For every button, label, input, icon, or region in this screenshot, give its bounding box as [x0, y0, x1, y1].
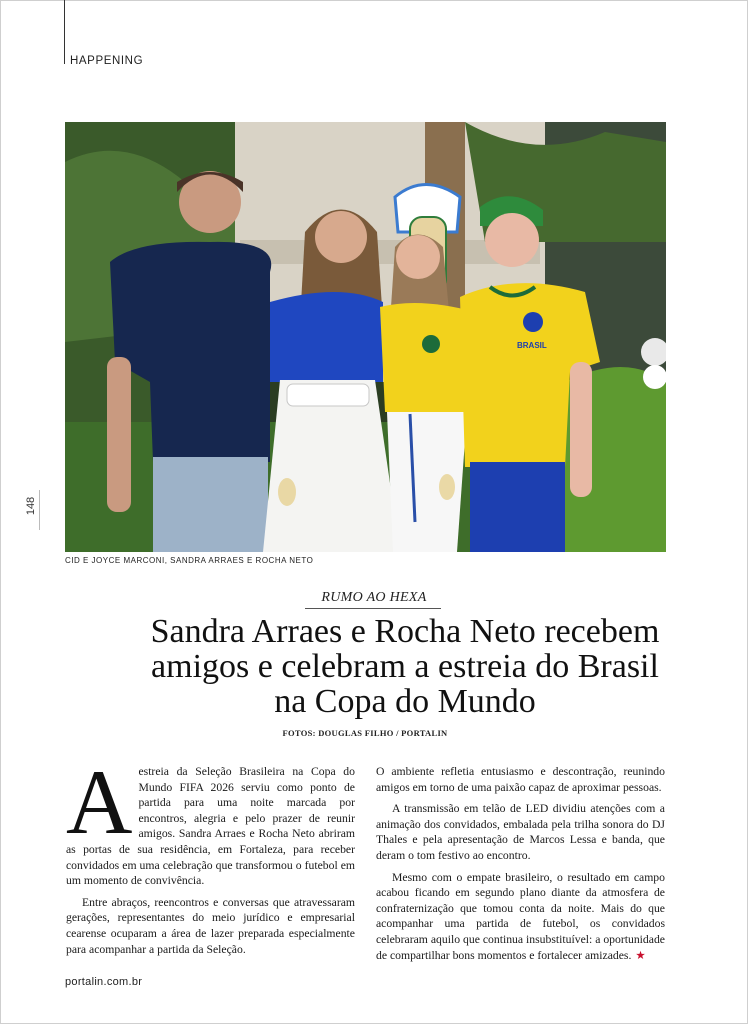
- headline-line-1: Sandra Arraes e Rocha Neto recebem: [150, 613, 660, 650]
- paragraph-5-text: Mesmo com o empate brasileiro, o resultado em campo acabou ficando em segundo plano diante da atmosfera de confraternização que tomou conta da noite. Mais do que acompanhar uma partida de futebol, os convidados celebraram aquilo que continua insubstituível: a oportunidade de compartilhar bons momentos e fortalecer amizades.: [376, 870, 665, 962]
- paragraph-5: [376, 870, 665, 964]
- paragraph-1-text: estreia da Seleção Brasileira na Copa do Mundo FIFA 2026 serviu como ponto de partida para uma noite marcada por encontros, alegria e pelo prazer de reunir amigos. Sandra Arraes e Rocha Neto abriram as portas de sua residência, em Fortaleza, para receber convidados em uma celebração que transformou o futebol em um momento de convivência.: [66, 765, 355, 888]
- end-star-icon: ★: [635, 948, 646, 962]
- photo-caption: CID E JOYCE MARCONI, SANDRA ARRAES E ROCHA NETO: [65, 556, 314, 565]
- paragraph-4: A transmissão em telão de LED dividiu atenções com a animação dos convidados, embalada pela trilha sonora do DJ Thales e pela apresentação de Marcos Lessa e banda, que deram o tom festivo ao encontro.: [376, 802, 665, 862]
- event-photo: [65, 122, 666, 552]
- jersey-text: BRASIL: [517, 341, 547, 350]
- paragraph-3: O ambiente refletia entusiasmo e descontração, reunindo amigos em torno de uma paixão capaz de aproximar pessoas.: [376, 765, 665, 794]
- article-headline: [100, 614, 710, 719]
- article-kicker: RUMO AO HEXA: [321, 590, 427, 605]
- page-number: 148: [25, 496, 38, 516]
- photo-credit: FOTOS: DOUGLAS FILHO / PORTALIN: [282, 728, 448, 738]
- photo-illustration: [65, 122, 666, 552]
- paragraph-2: Entre abraços, reencontros e conversas que atravessaram gerações, representantes do meio jurídico e empresarial cearense ocuparam a área de lazer preparada especialmente para acompanhar a partida da Seleção.: [66, 895, 355, 956]
- section-label: HAPPENING: [70, 55, 144, 67]
- article-column-2: [376, 764, 665, 963]
- headline-line-2: amigos e celebram a estreia do Brasil: [151, 648, 659, 685]
- footer-site: portalin.com.br: [65, 976, 143, 988]
- headline-line-3: na Copa do Mundo: [274, 683, 536, 720]
- kicker-underline: [305, 608, 441, 609]
- header-rule: [64, 0, 65, 64]
- paragraph-1: [66, 751, 355, 889]
- page-number-rule: [39, 490, 40, 530]
- drop-cap: A: [66, 751, 133, 853]
- article-column-1: [66, 751, 355, 957]
